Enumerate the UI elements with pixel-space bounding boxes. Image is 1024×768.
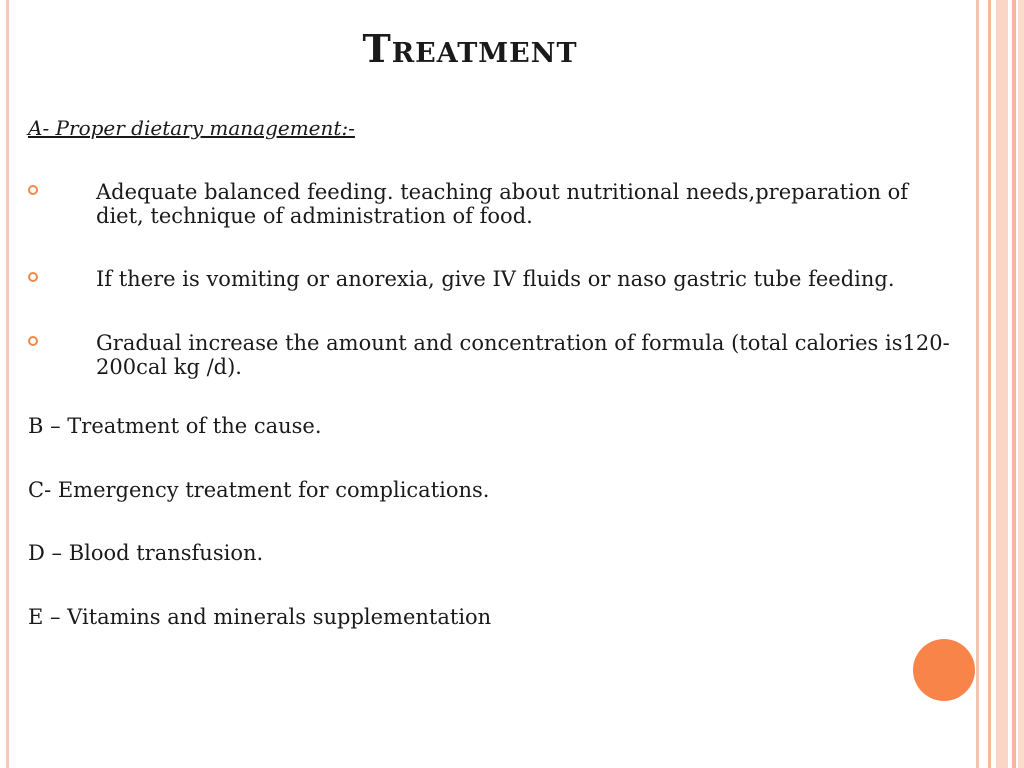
stripe — [1018, 0, 1024, 768]
bullet-text: Adequate balanced feeding. teaching about nutritional needs,preparation of diet, technique of administration of food. — [96, 180, 909, 228]
bullet-text: Gradual increase the amount and concentration of formula (total calories is120-200cal kg /d). — [96, 331, 950, 379]
stripe — [976, 0, 979, 768]
stripe — [988, 0, 991, 768]
slide-title: Treatment — [362, 26, 578, 71]
bullet-circle-icon — [28, 272, 38, 282]
bullet-circle-icon — [28, 336, 38, 346]
treatment-item: E – Vitamins and minerals supplementation — [28, 605, 492, 629]
right-stripes-decoration — [976, 0, 1024, 768]
orange-circle-decoration — [913, 639, 975, 701]
bullet-text: If there is vomiting or anorexia, give IV fluids or naso gastric tube feeding. — [96, 267, 895, 291]
section-subheading: A- Proper dietary management:- — [28, 116, 355, 140]
treatment-item: C- Emergency treatment for complications. — [28, 478, 490, 502]
bullet-circle-icon — [28, 185, 38, 195]
stripe — [1012, 0, 1016, 768]
treatment-item: D – Blood transfusion. — [28, 541, 264, 565]
treatment-item: B – Treatment of the cause. — [28, 414, 322, 438]
left-border-decoration — [6, 0, 9, 768]
stripe — [996, 0, 1008, 768]
